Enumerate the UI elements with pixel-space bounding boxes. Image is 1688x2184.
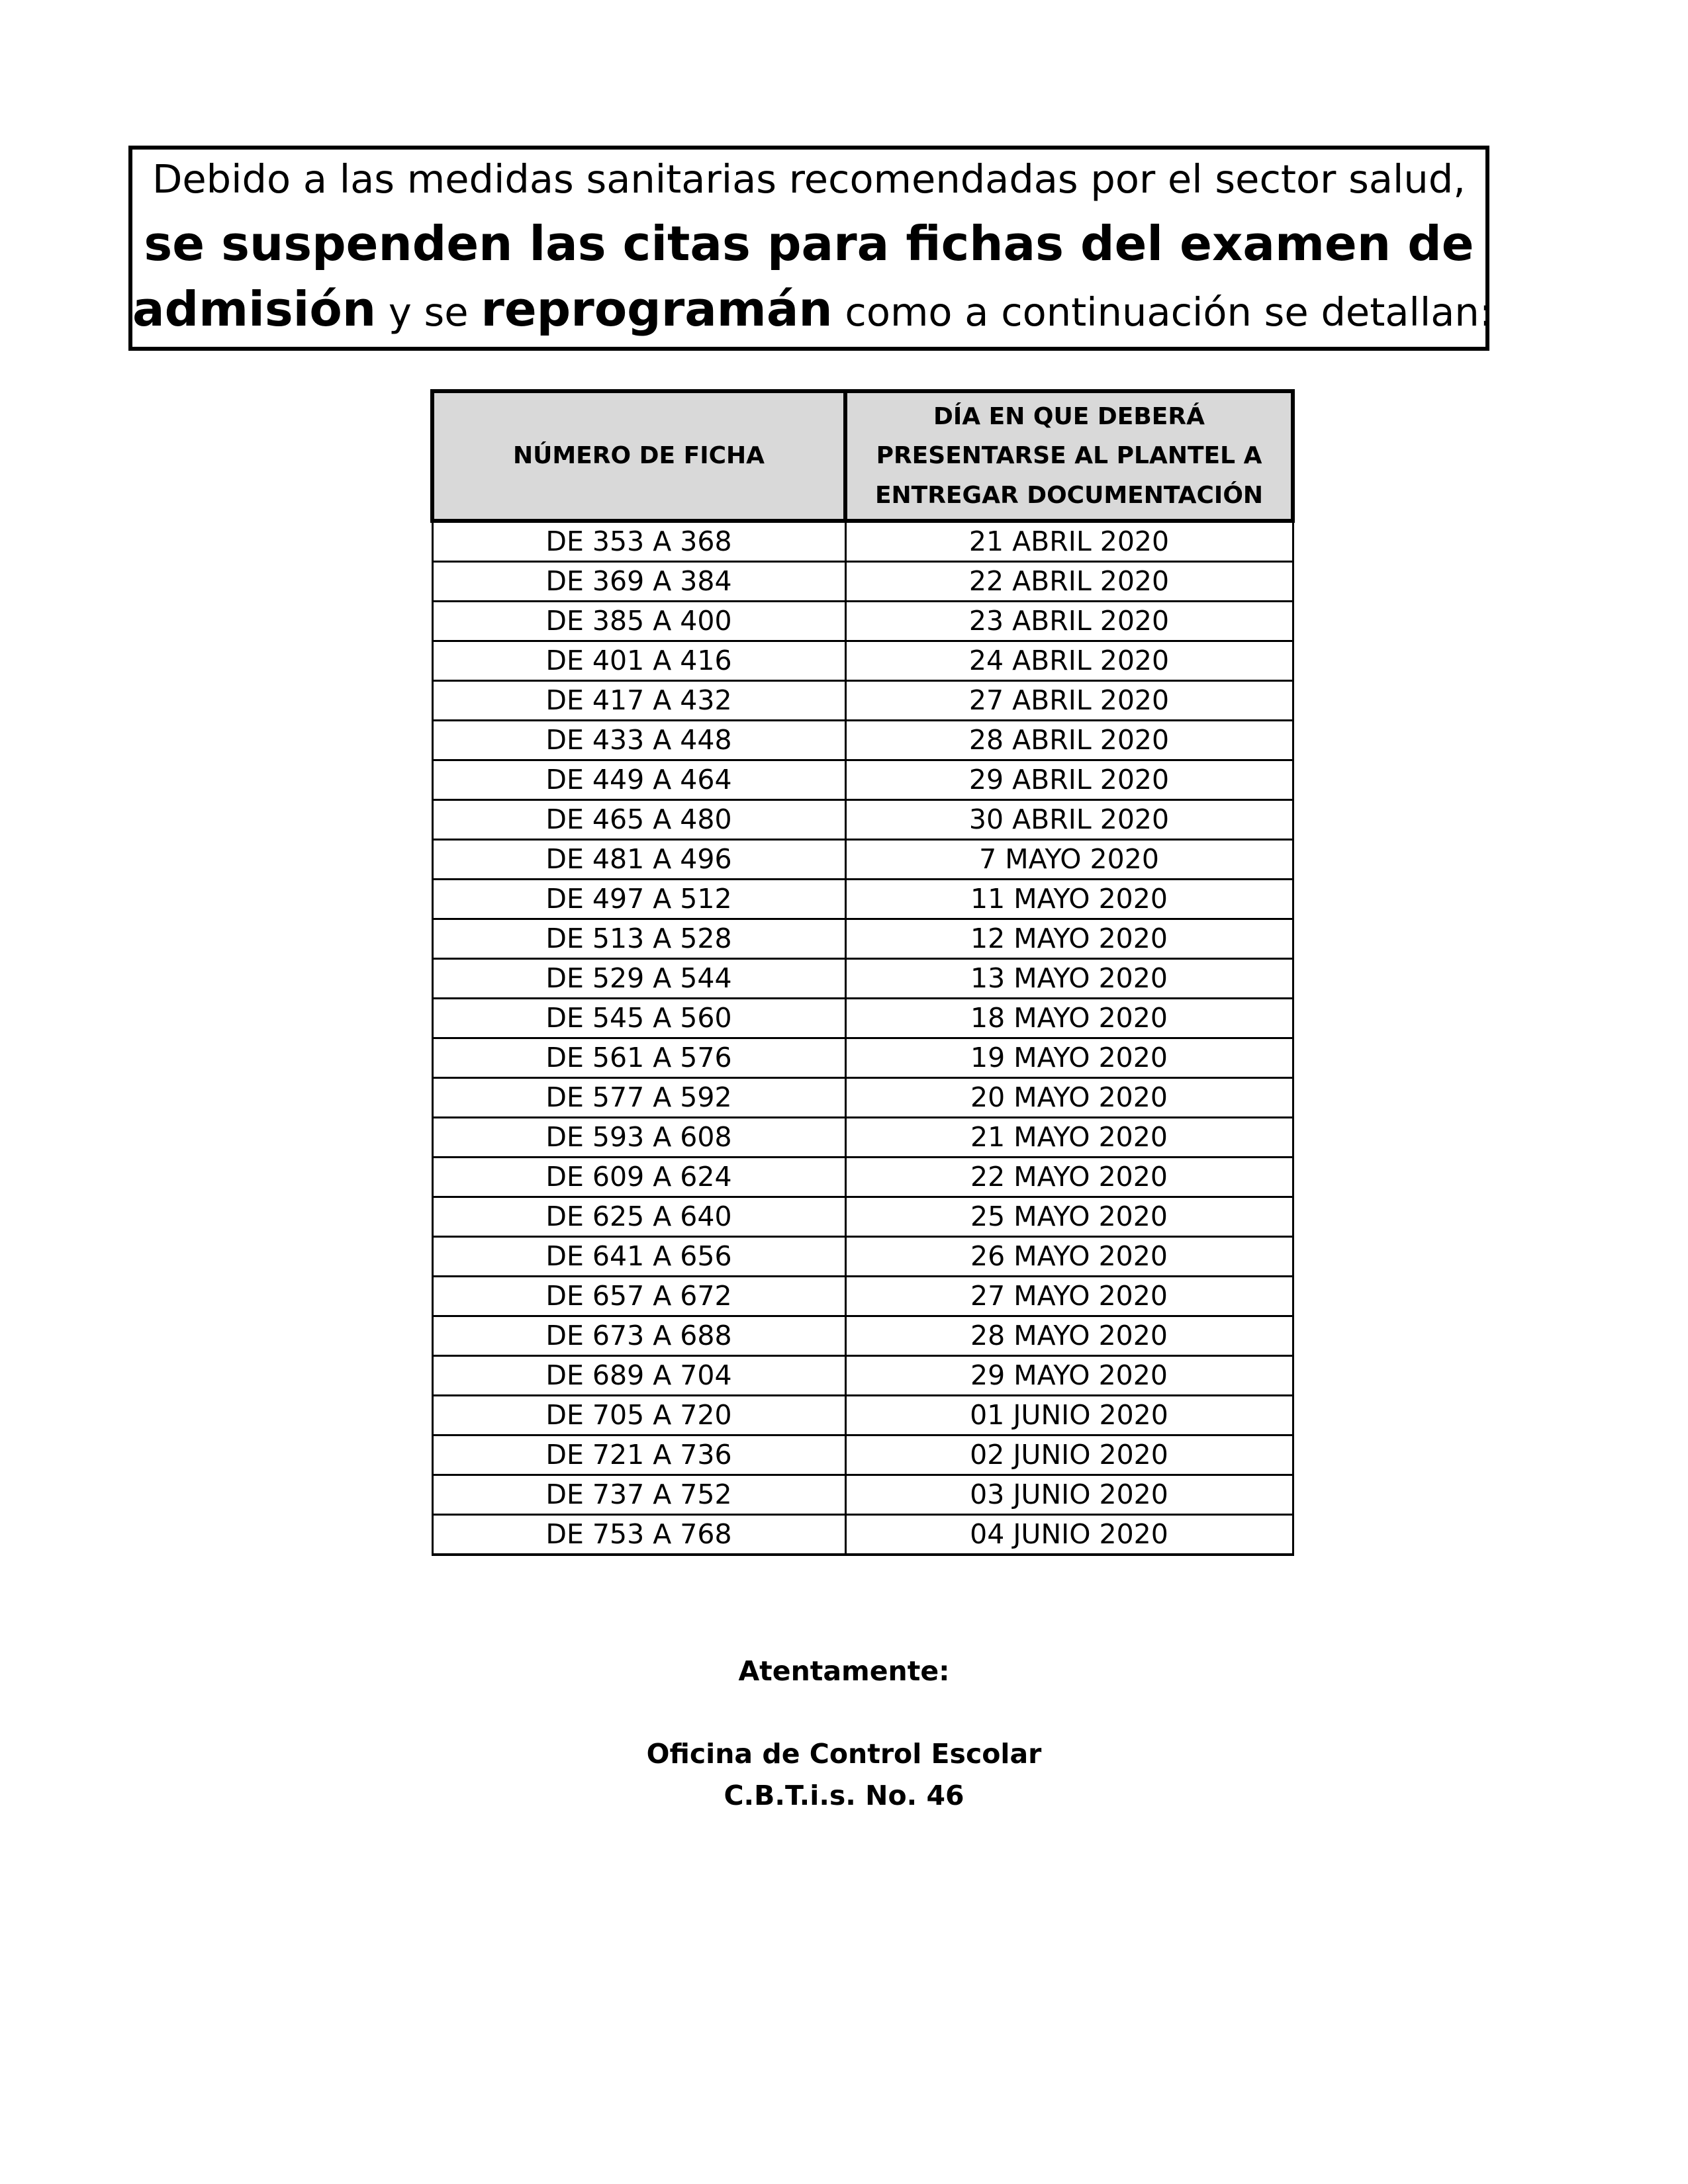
dia-cell: 24 ABRIL 2020 (845, 641, 1293, 681)
dia-cell: 28 ABRIL 2020 (845, 721, 1293, 760)
dia-cell: 21 MAYO 2020 (845, 1118, 1293, 1158)
header-dia-line-3: ENTREGAR DOCUMENTACIÓN (874, 481, 1264, 509)
ficha-cell: DE 625 A 640 (432, 1197, 845, 1237)
dia-cell: 27 MAYO 2020 (845, 1277, 1293, 1316)
table-row (432, 1435, 1293, 1475)
table-header-row (432, 391, 1293, 521)
notice-reprograman-bold: reprogramán (481, 281, 833, 337)
ficha-cell: DE 753 A 768 (432, 1515, 845, 1555)
table-row (432, 1475, 1293, 1515)
ficha-cell: DE 369 A 384 (432, 562, 845, 602)
table-row (432, 562, 1293, 602)
header-dia-line-1: DÍA EN QUE DEBERÁ (933, 402, 1205, 430)
ficha-cell: DE 561 A 576 (432, 1038, 845, 1078)
ficha-cell: DE 609 A 624 (432, 1158, 845, 1197)
table-row (432, 880, 1293, 919)
table-row (432, 602, 1293, 641)
dia-cell: 18 MAYO 2020 (845, 999, 1293, 1038)
table-row (432, 800, 1293, 840)
notice-connector-text: y se (376, 289, 481, 335)
table-row (432, 521, 1293, 562)
dia-cell: 28 MAYO 2020 (845, 1316, 1293, 1356)
ficha-cell: DE 545 A 560 (432, 999, 845, 1038)
table-row (432, 1316, 1293, 1356)
dia-cell: 29 MAYO 2020 (845, 1356, 1293, 1396)
table-row (432, 1277, 1293, 1316)
notice-admision-bold: admisión (132, 281, 377, 337)
notice-line-1: Debido a las medidas sanitarias recomendadas por el sector salud, (152, 156, 1466, 202)
ficha-cell: DE 641 A 656 (432, 1237, 845, 1277)
table-row (432, 840, 1293, 880)
table-row (432, 1118, 1293, 1158)
ficha-cell: DE 481 A 496 (432, 840, 845, 880)
ficha-cell: DE 577 A 592 (432, 1078, 845, 1118)
table-row (432, 760, 1293, 800)
ficha-cell: DE 497 A 512 (432, 880, 845, 919)
dia-cell: 30 ABRIL 2020 (845, 800, 1293, 840)
header-dia (845, 391, 1293, 521)
dia-cell: 11 MAYO 2020 (845, 880, 1293, 919)
dia-cell: 03 JUNIO 2020 (845, 1475, 1293, 1515)
table-row (432, 1158, 1293, 1197)
ficha-cell: DE 705 A 720 (432, 1396, 845, 1435)
dia-cell: 29 ABRIL 2020 (845, 760, 1293, 800)
dia-cell: 21 ABRIL 2020 (845, 521, 1293, 562)
table-row (432, 1038, 1293, 1078)
table-row (432, 681, 1293, 721)
dia-cell: 13 MAYO 2020 (845, 959, 1293, 999)
ficha-cell: DE 689 A 704 (432, 1356, 845, 1396)
header-numero-ficha: NÚMERO DE FICHA (432, 391, 845, 521)
ficha-cell: DE 593 A 608 (432, 1118, 845, 1158)
signature-greeting: Atentamente: (738, 1655, 950, 1687)
notice-trailing-text: como a continuación se detallan: (832, 289, 1493, 335)
ficha-cell: DE 657 A 672 (432, 1277, 845, 1316)
ficha-cell: DE 417 A 432 (432, 681, 845, 721)
signature-school: C.B.T.i.s. No. 46 (724, 1780, 964, 1811)
dia-cell: 26 MAYO 2020 (845, 1237, 1293, 1277)
table-row (432, 1078, 1293, 1118)
dia-cell: 02 JUNIO 2020 (845, 1435, 1293, 1475)
schedule-body (432, 521, 1293, 1555)
table-row (432, 959, 1293, 999)
ficha-cell: DE 529 A 544 (432, 959, 845, 999)
dia-cell: 7 MAYO 2020 (845, 840, 1293, 880)
dia-cell: 12 MAYO 2020 (845, 919, 1293, 959)
signature-office: Oficina de Control Escolar (646, 1738, 1042, 1770)
table-row (432, 721, 1293, 760)
ficha-cell: DE 353 A 368 (432, 521, 845, 562)
notice-box (128, 146, 1493, 351)
dia-cell: 20 MAYO 2020 (845, 1078, 1293, 1118)
dia-cell: 04 JUNIO 2020 (845, 1515, 1293, 1555)
notice-line-3 (132, 281, 1493, 337)
ficha-cell: DE 385 A 400 (432, 602, 845, 641)
schedule-table (430, 389, 1295, 1556)
ficha-cell: DE 433 A 448 (432, 721, 845, 760)
table-row (432, 641, 1293, 681)
header-dia-line-2: PRESENTARSE AL PLANTEL A (876, 442, 1262, 470)
dia-cell: 01 JUNIO 2020 (845, 1396, 1293, 1435)
table-row (432, 1356, 1293, 1396)
dia-cell: 22 MAYO 2020 (845, 1158, 1293, 1197)
ficha-cell: DE 449 A 464 (432, 760, 845, 800)
table-row (432, 1197, 1293, 1237)
table-row (432, 999, 1293, 1038)
ficha-cell: DE 465 A 480 (432, 800, 845, 840)
dia-cell: 25 MAYO 2020 (845, 1197, 1293, 1237)
notice-line-2: se suspenden las citas para fichas del examen de (144, 216, 1474, 271)
dia-cell: 27 ABRIL 2020 (845, 681, 1293, 721)
dia-cell: 22 ABRIL 2020 (845, 562, 1293, 602)
ficha-cell: DE 401 A 416 (432, 641, 845, 681)
ficha-cell: DE 737 A 752 (432, 1475, 845, 1515)
table-row (432, 919, 1293, 959)
table-row (432, 1396, 1293, 1435)
table-row (432, 1515, 1293, 1555)
table-row (432, 1237, 1293, 1277)
ficha-cell: DE 721 A 736 (432, 1435, 845, 1475)
dia-cell: 23 ABRIL 2020 (845, 602, 1293, 641)
dia-cell: 19 MAYO 2020 (845, 1038, 1293, 1078)
ficha-cell: DE 513 A 528 (432, 919, 845, 959)
ficha-cell: DE 673 A 688 (432, 1316, 845, 1356)
